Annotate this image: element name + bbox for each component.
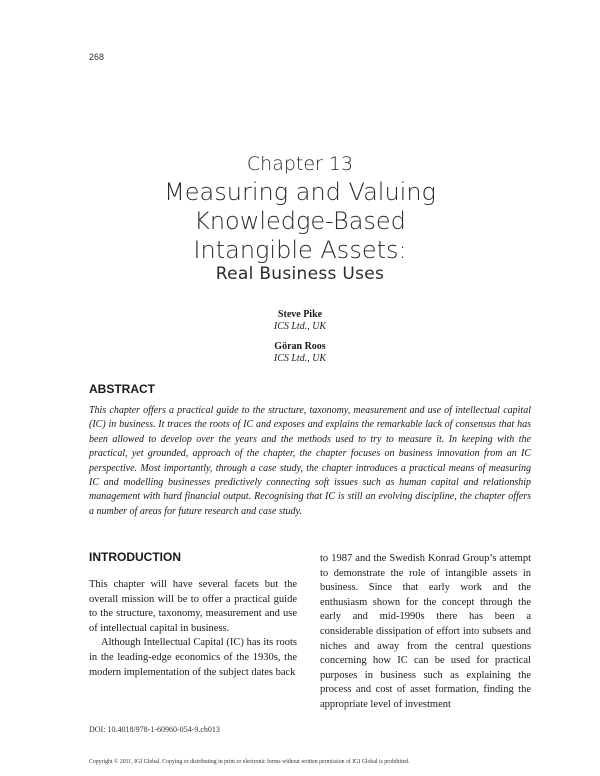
chapter-label: Chapter 13 (246, 153, 354, 175)
chapter-title (0, 178, 600, 265)
chapter-subtitle: Real Business Uses (215, 264, 385, 284)
doi-line: DOI: 10.4018/978-1-60960-054-9.ch013 (89, 725, 220, 734)
page-number: 268 (89, 52, 105, 62)
author-affiliation: ICS Ltd., UK (273, 321, 327, 332)
author-block-1 (0, 309, 600, 333)
abstract-heading: ABSTRACT (89, 382, 155, 396)
introduction-heading: INTRODUCTION (89, 550, 181, 564)
abstract-text: This chapter offers a practical guide to the structure, taxonomy, measurement and use of intellectual capital (IC) in business. It traces the roots of IC and exposes and explains the remarkable lack of consensus that has been allowed to develop over the years and the methods used to try to measure it. In keeping with the practical, yet grounded, approach of the chapter, the chapter focuses on business innovation from an IC perspective. Most importantly, through a case study, the chapter introduces a practical means of measuring IC and modelling businesses predictively connecting soft issues such as human capital and relationship management with hard financial output. Recognising that IC is still an evolving discipline, the chapter offers a number of areas for future research and case study. (89, 405, 531, 517)
author-block-2 (0, 341, 600, 365)
body-paragraph: This chapter will have several facets but the overall mission will be to offer a practical guide to the structure, taxonomy, measurement and use of intellectual capital in business. (89, 579, 297, 634)
title-line-1: Measuring and Valuing (164, 178, 436, 206)
author-affiliation: ICS Ltd., UK (273, 353, 327, 364)
body-paragraph: Although Intellectual Capital (IC) has its roots in the leading-edge economics of the 1930s, the modern implementation of the subject dates back (89, 637, 297, 678)
title-line-3: Intangible Assets: (193, 236, 407, 264)
title-line-2: Knowledge-Based (194, 207, 406, 235)
author-name: Göran Roos (274, 341, 326, 352)
introduction-right-column: to 1987 and the Swedish Konrad Group’s attempt to demonstrate the role of intangible assets in business. Since that early work and the enthusiasm shown for the concept through the early and mid-1990s there has been a considerable dissipation of effort into subsets and niches and away from the central questions concerning how IC can be used for practical purposes in business such as explaining the process and cost of asset formation, finding the appropriate level of investment (320, 553, 531, 710)
introduction-left-column (89, 578, 297, 680)
copyright-notice: Copyright © 2011, IGI Global. Copying or distributing in print or electronic forms without written permission of IGI Global is prohibited. (89, 759, 410, 765)
author-name: Steve Pike (277, 309, 323, 320)
